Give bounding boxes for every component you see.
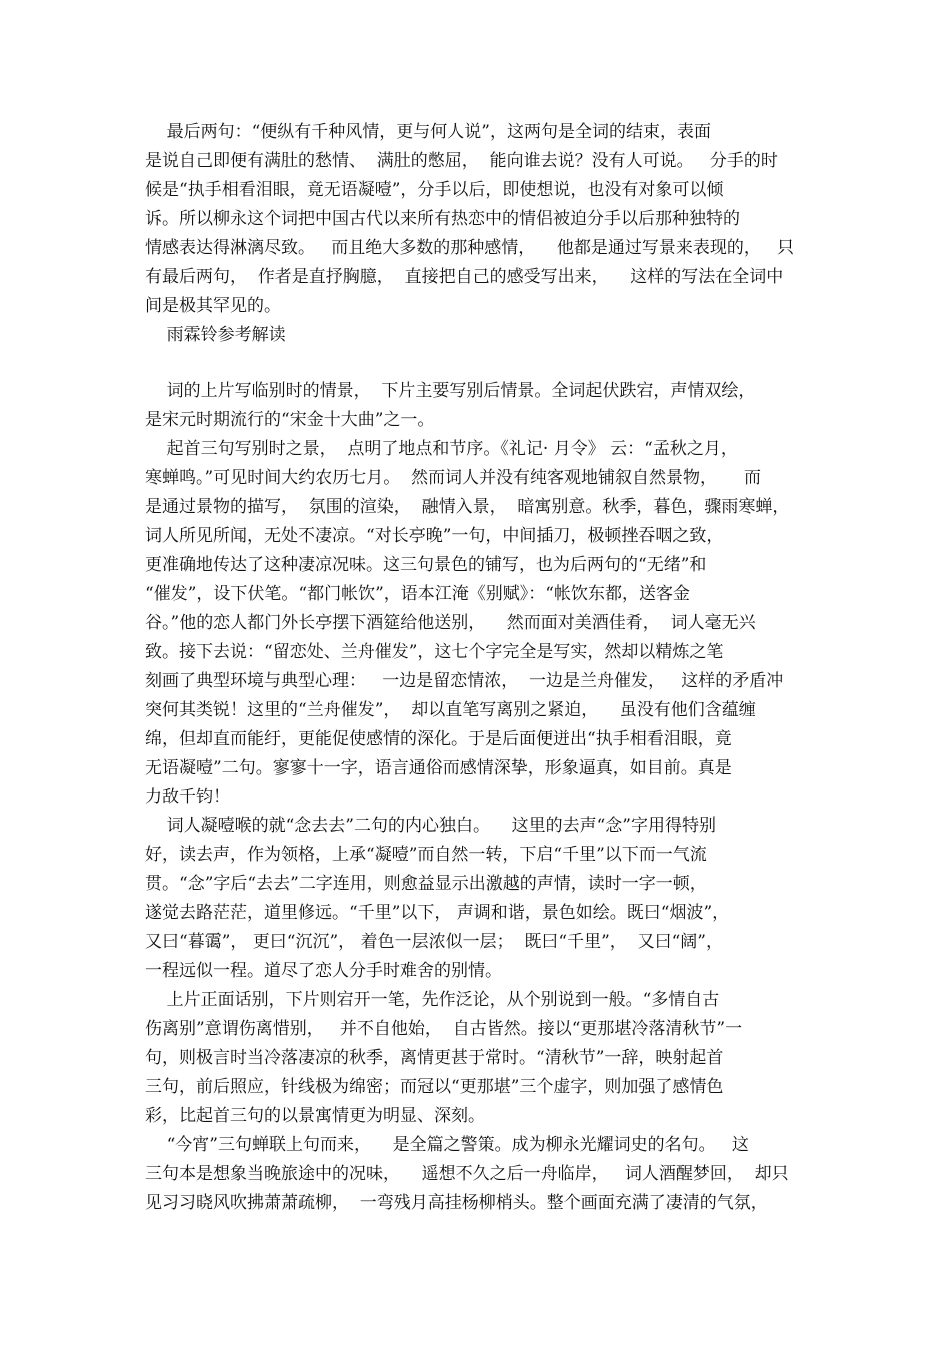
text-line: 词人所见所闻，无处不凄凉。“对长亭晚”一句，中间插刀，极顿挫吞咽之致， <box>145 526 724 546</box>
section-heading: 雨霖铃参考解读 <box>145 325 286 345</box>
text-line: 更准确地传达了这种凄凉况味。这三句景色的铺写，也为后两句的“无绪”和 <box>145 555 707 575</box>
text-line: 是宋元时期流行的“宋金十大曲”之一。 <box>145 410 435 430</box>
text-line: 贯。“念”字后“去去”二字连用，则愈益显示出激越的声情，读时一字一顿， <box>145 874 707 894</box>
text-line: 诉。所以柳永这个词把中国古代以来所有热恋中的情侣被迫分手以后那种独特的 <box>145 209 740 229</box>
text-line: 起首三句写别时之景， 点明了地点和节序。《礼记· 月令》 云：“孟秋之月， <box>145 439 738 459</box>
text-line: 无语凝噎”二句。寥寥十一字，语言通俗而感情深挚，形象逼真，如目前。真是 <box>145 758 732 778</box>
text-line: 候是“执手相看泪眼，竟无语凝噎”，分手以后，即使想说，也没有对象可以倾 <box>145 180 724 200</box>
text-line: 伤离别”意谓伤离惜别， 并不自他始， 自古皆然。接以“更那堪冷落清秋节”一 <box>145 1019 743 1039</box>
text-line: 又曰“暮霭”， 更曰“沉沉”， 着色一层浓似一层； 既曰“千里”， 又曰“阔”， <box>145 932 723 952</box>
text-line: 谷。”他的恋人都门外长亭摆下酒筵给他送别， 然而面对美酒佳肴， 词人毫无兴 <box>145 613 756 633</box>
text-line: 情感表达得淋漓尽致。 而且绝大多数的那种感情， 他都是通过写景来表现的， 只 <box>145 238 795 258</box>
text-line: 间是极其罕见的。 <box>145 296 281 316</box>
text-line: 三句，前后照应，针线极为绵密；而冠以“更那堪”三个虚字，则加强了感情色 <box>145 1077 724 1097</box>
text-line: 彩，比起首三句的以景寓情更为明显、深刻。 <box>145 1106 485 1126</box>
text-line: “催发”，设下伏笔。“都门帐饮”，语本江淹《别赋》：“帐饮东都，送客金 <box>145 584 690 604</box>
text-line: 绵，但却直而能纡，更能促使感情的深化。于是后面便迸出“执手相看泪眼，竟 <box>145 729 732 749</box>
text-line: 见习习晓风吹拂萧萧疏柳， 一弯残月高挂杨柳梢头。整个画面充满了凄清的气氛， <box>145 1193 768 1213</box>
text-line: 突何其类锐！这里的“兰舟催发”， 却以直笔写离别之紧迫， 虽没有他们含蕴缠 <box>145 700 756 720</box>
text-line: 一程远似一程。道尽了恋人分手时难舍的别情。 <box>145 961 502 981</box>
text-line: 上片正面话别，下片则宕开一笔，先作泛论，从个别说到一般。“多情自古 <box>145 990 720 1010</box>
text-line: 致。接下去说：“留恋处、兰舟催发”，这七个字完全是写实，然却以精炼之笔 <box>145 642 724 662</box>
text-line: 刻画了典型环境与典型心理： 一边是留恋情浓， 一边是兰舟催发， 这样的矛盾冲 <box>145 671 784 691</box>
text-line: 力敌千钧！ <box>145 787 230 807</box>
text-line: 好，读去声，作为领格，上承“凝噎”而自然一转，下启“千里”以下而一气流 <box>145 845 707 865</box>
text-line: 有最后两句， 作者是直抒胸臆， 直接把自己的感受写出来， 这样的写法在全词中 <box>145 267 784 287</box>
text-line: 三句本是想象当晚旅途中的况味， 遥想不久之后一舟临岸， 词人酒醒梦回， 却只 <box>145 1164 789 1184</box>
text-line: 词人凝噎喉的就“念去去”二句的内心独白。 这里的去声“念”字用得特别 <box>145 816 716 836</box>
text-line: 遂觉去路茫茫，道里修远。“千里”以下， 声调和谐，景色如绘。既曰“烟波”， <box>145 903 730 923</box>
text-line: 寒蝉鸣。”可见时间大约农历七月。 然而词人并没有纯客观地铺叙自然景物， 而 <box>145 468 762 488</box>
text-line: 最后两句：“便纵有千种风情，更与何人说”，这两句是全词的结束，表面 <box>145 122 711 142</box>
text-line: “今宵”三句蝉联上句而来， 是全篇之警策。成为柳永光耀词史的名句。 这 <box>145 1135 749 1155</box>
text-line: 是说自己即便有满肚的愁情、 满肚的憋屈， 能向谁去说？没有人可说。 分手的时 <box>145 151 778 171</box>
text-line: 词的上片写临别时的情景， 下片主要写别后情景。全词起伏跌宕，声情双绘， <box>145 381 756 401</box>
text-line: 句，则极言时当冷落凄凉的秋季，离情更甚于常时。“清秋节”一辞，映射起首 <box>145 1048 724 1068</box>
text-line: 是通过景物的描写， 氛围的渲染， 融情入景， 暗寓别意。秋季，暮色，骤雨寒蝉， <box>145 497 790 517</box>
